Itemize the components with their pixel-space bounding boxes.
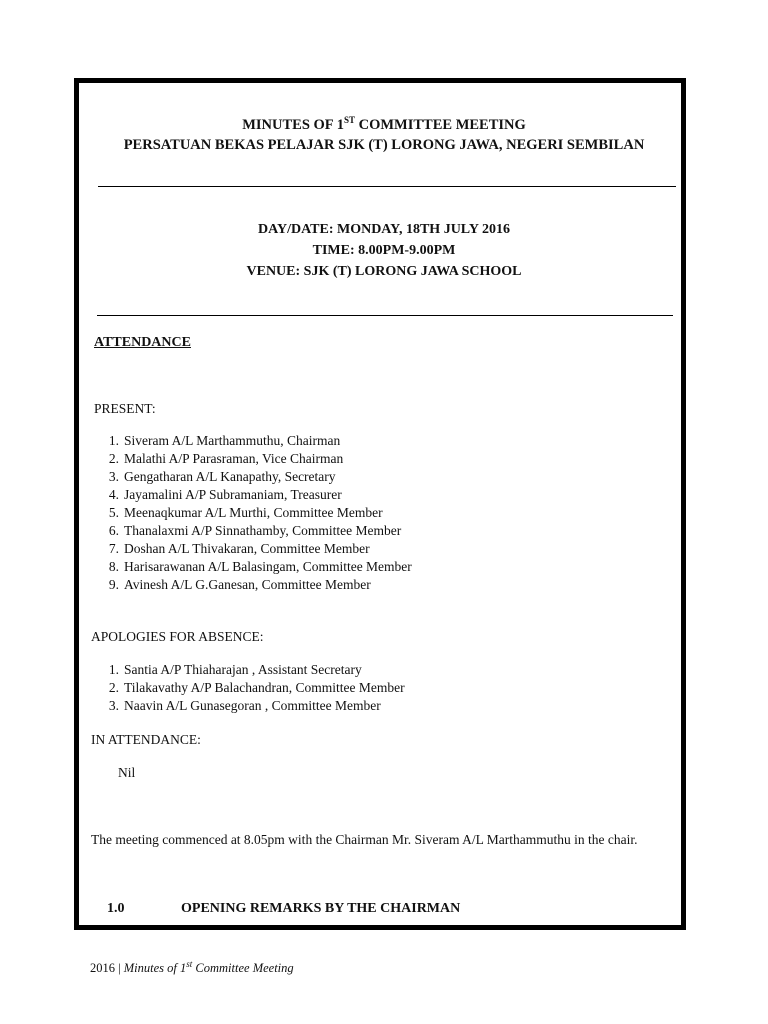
section-number: 1.0 <box>107 901 125 916</box>
meeting-date: DAY/DATE: MONDAY, 18TH JULY 2016 <box>258 222 510 237</box>
section-title: OPENING REMARKS BY THE CHAIRMAN <box>181 901 461 916</box>
apologies-list <box>102 661 405 715</box>
in-attendance-value: Nil <box>118 765 136 780</box>
list-item: 4. Jayamalini A/P Subramaniam, Treasurer <box>108 487 342 502</box>
divider-top <box>98 186 676 187</box>
present-label: PRESENT: <box>94 401 156 416</box>
list-item: 1. Siveram A/L Marthammuthu, Chairman <box>108 433 341 448</box>
list-item: 2. Tilakavathy A/P Balachandran, Committee Member <box>108 680 405 695</box>
list-item: 3. Gengatharan A/L Kanapathy, Secretary <box>108 469 336 484</box>
present-list <box>102 432 412 594</box>
document-title: MINUTES OF 1ST COMMITTEE MEETING <box>242 115 526 133</box>
apologies-label: APOLOGIES FOR ABSENCE: <box>91 629 264 644</box>
list-item: 2. Malathi A/P Parasraman, Vice Chairman <box>108 451 344 466</box>
attendance-heading: ATTENDANCE <box>94 335 191 350</box>
meeting-venue: VENUE: SJK (T) LORONG JAWA SCHOOL <box>246 264 522 279</box>
list-item: 5. Meenaqkumar A/L Murthi, Committee Member <box>108 505 383 520</box>
association-name: PERSATUAN BEKAS PELAJAR SJK (T) LORONG JAWA, NEGERI SEMBILAN <box>123 137 645 153</box>
list-item: 8. Harisarawanan A/L Balasingam, Committee Member <box>108 559 412 574</box>
list-item: 7. Doshan A/L Thivakaran, Committee Member <box>108 541 370 556</box>
list-item: 1. Santia A/P Thiaharajan , Assistant Secretary <box>108 662 362 677</box>
list-item: 3. Naavin A/L Gunasegoran , Committee Member <box>108 698 381 713</box>
list-item: 9. Avinesh A/L G.Ganesan, Committee Member <box>108 577 371 592</box>
page-footer: 2016 | Minutes of 1st Committee Meeting <box>90 958 294 975</box>
list-item: 6. Thanalaxmi A/P Sinnathamby, Committee Member <box>108 523 402 538</box>
in-attendance-label: IN ATTENDANCE: <box>91 732 201 747</box>
divider-bottom <box>97 315 673 316</box>
commencement-paragraph: The meeting commenced at 8.05pm with the Chairman Mr. Siveram A/L Marthammuthu in the chair. <box>91 832 638 847</box>
meeting-time: TIME: 8.00PM-9.00PM <box>312 243 456 258</box>
